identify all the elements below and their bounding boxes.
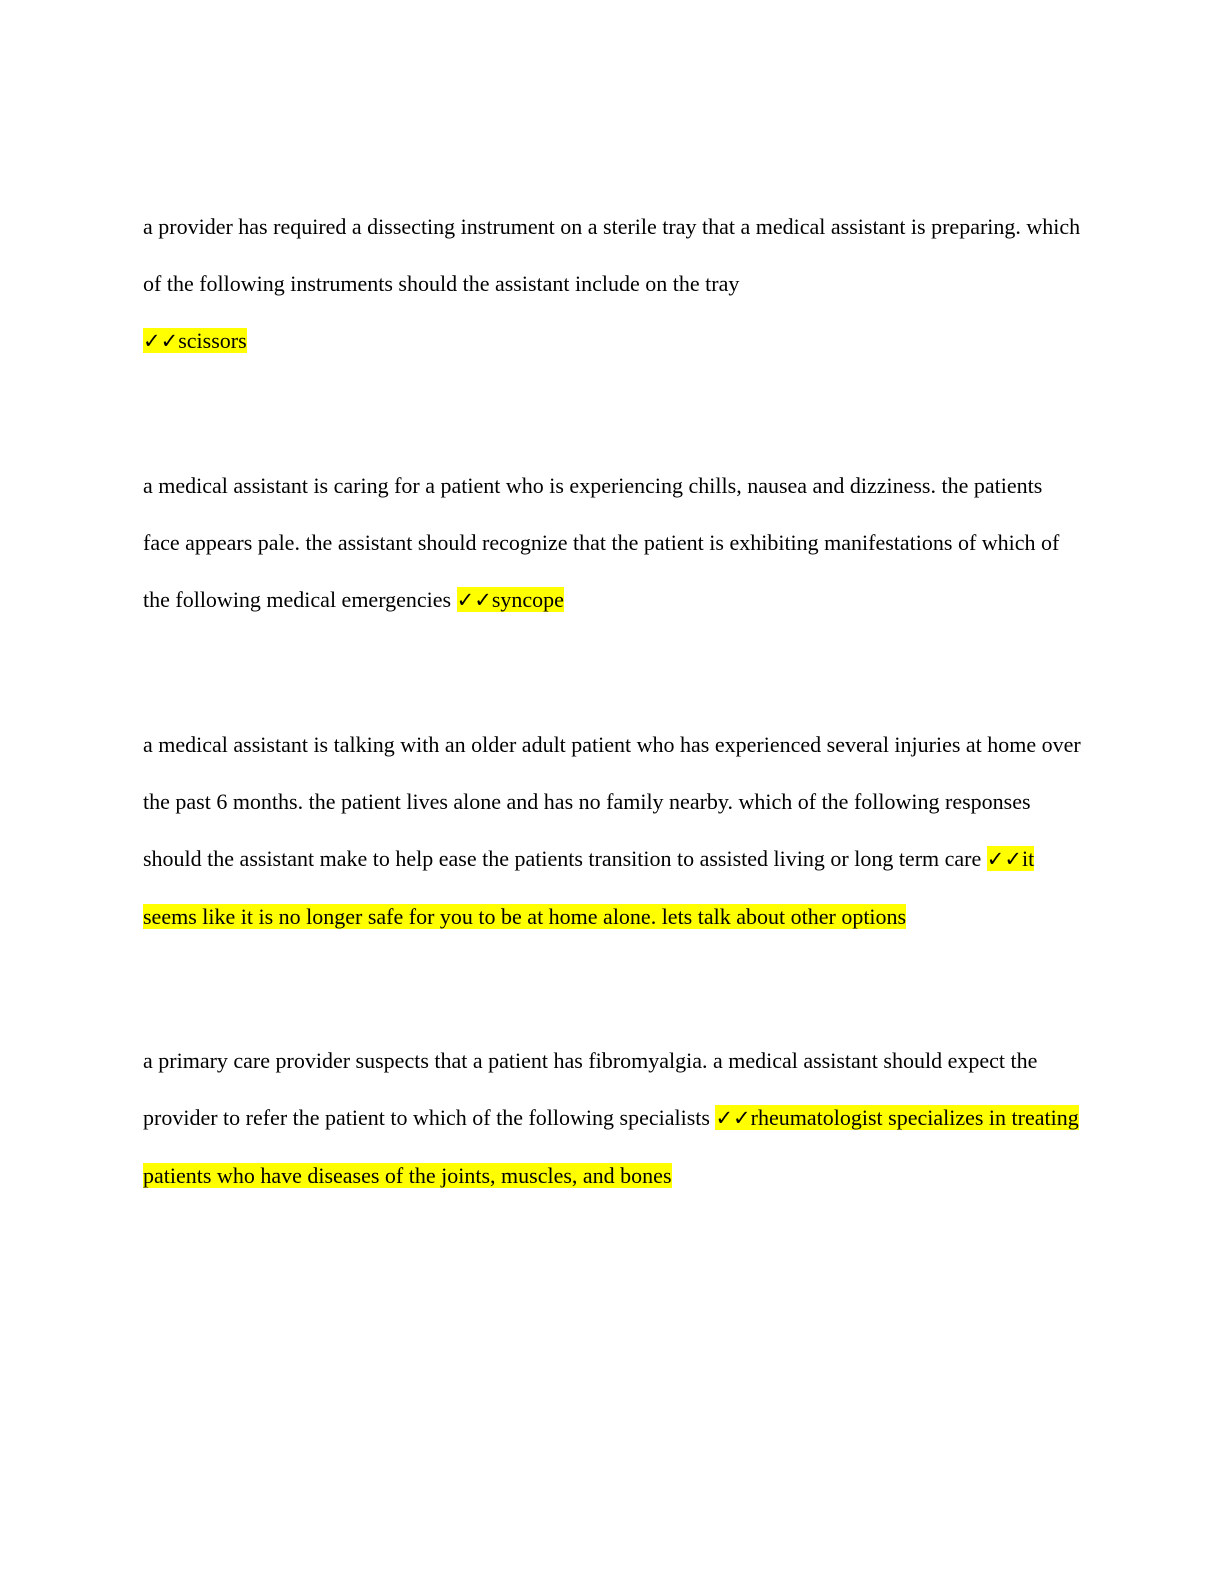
qa-item-1 xyxy=(143,198,1083,370)
double-check-icon: ✓✓ xyxy=(715,1106,751,1130)
answer-text: rheumatologist specializes in treating patients who have diseases of the joints, muscles, and bones xyxy=(143,1105,1079,1188)
question-text: a provider has required a dissecting instrument on a sterile tray that a medical assistant is preparing. which of the following instruments should the assistant include on the tray xyxy=(143,214,1081,296)
question-text: a medical assistant is talking with an older adult patient who has experienced several injuries at home over the past 6 months. the patient lives alone and has no family nearby. which of the following responses should the assistant make to help ease the patients transition to assisted living or long term care xyxy=(143,732,1081,871)
answer-text: scissors xyxy=(178,328,247,353)
answer-text: it seems like it is no longer safe for you to be at home alone. lets talk about other options xyxy=(143,846,1035,929)
double-check-icon: ✓✓ xyxy=(143,329,179,353)
question-text: a medical assistant is caring for a patient who is experiencing chills, nausea and dizziness. the patients face appears pale. the assistant should recognize that the patient is exhibiting manifestations of which of the following medical emergencies xyxy=(143,473,1060,612)
qa-item-3 xyxy=(143,716,1083,945)
answer-highlight xyxy=(143,328,247,353)
qa-item-2 xyxy=(143,457,1083,629)
double-check-icon: ✓✓ xyxy=(986,847,1022,871)
answer-highlight xyxy=(457,587,564,612)
qa-item-4 xyxy=(143,1032,1083,1204)
answer-text: syncope xyxy=(491,587,564,612)
question-text: a primary care provider suspects that a patient has fibromyalgia. a medical assistant should expect the provider to refer the patient to which of the following specialists xyxy=(143,1048,1038,1130)
document-body xyxy=(143,198,1083,1204)
double-check-icon: ✓✓ xyxy=(456,588,492,612)
